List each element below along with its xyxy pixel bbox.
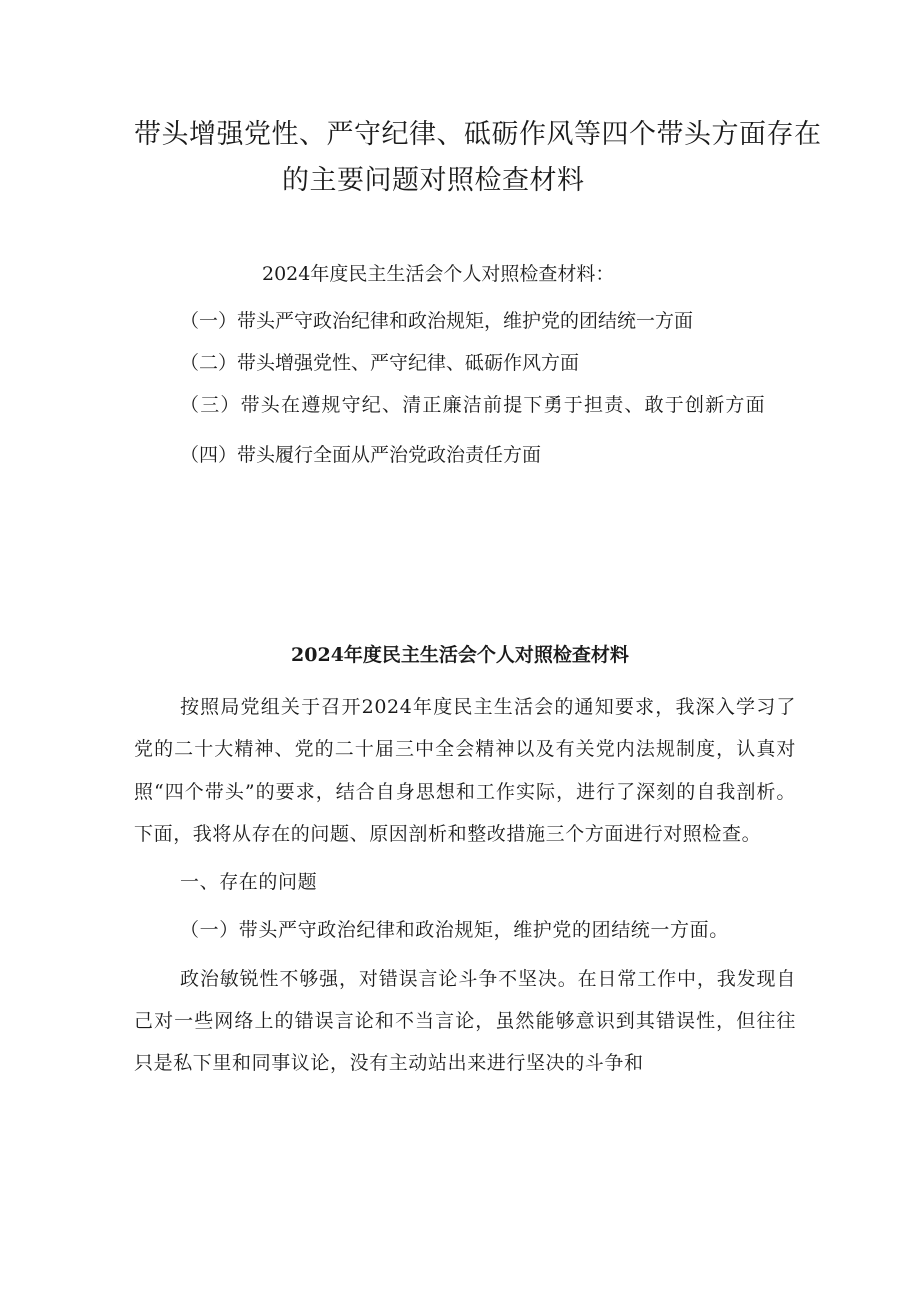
document-title	[134, 112, 822, 204]
toc-item: （三）带头在遵规守纪、清正廉洁前提下勇于担责、敢于创新方面	[180, 394, 766, 416]
body-text	[134, 686, 796, 1085]
intro-paragraph: 按照局党组关于召开2024年度民主生活会的通知要求，我深入学习了党的二十大精神、党的二十届三中全会精神以及有关党内法规制度，认真对照“四个带头”的要求，结合自身思想和工作实际，进行了深刻的自我剖析。下面，我将从存在的问题、原因剖析和整改措施三个方面进行对照检查。	[134, 696, 796, 845]
subheading-issues: 一、存在的问题	[180, 871, 318, 894]
toc-item: （四）带头履行全面从严治党政治责任方面	[180, 444, 542, 466]
body-paragraph: 政治敏锐性不够强，对错误言论斗争不坚决。在日常工作中，我发现自己对一些网络上的错误言论和不当言论，虽然能够意识到其错误性，但往往只是私下里和同事议论，没有主动站出来进行坚决的斗争和	[134, 967, 796, 1075]
toc-item: （二）带头增强党性、严守纪律、砥砺作风方面	[180, 352, 580, 374]
toc-list	[134, 300, 794, 476]
toc-item: （一）带头严守政治纪律和政治规矩，维护党的团结统一方面	[180, 310, 694, 332]
subheading-item-1: （一）带头严守政治纪律和政治规矩，维护党的团结统一方面。	[180, 919, 729, 942]
title-line-2: 的主要问题对照检查材料	[282, 165, 585, 196]
title-line-1: 带头增强党性、严守纪律、砥砺作风等四个带头方面存在	[134, 119, 822, 150]
section-heading: 2024年度民主生活会个人对照检查材料	[291, 644, 629, 666]
toc-heading: 2024年度民主生活会个人对照检查材料：	[262, 263, 615, 285]
